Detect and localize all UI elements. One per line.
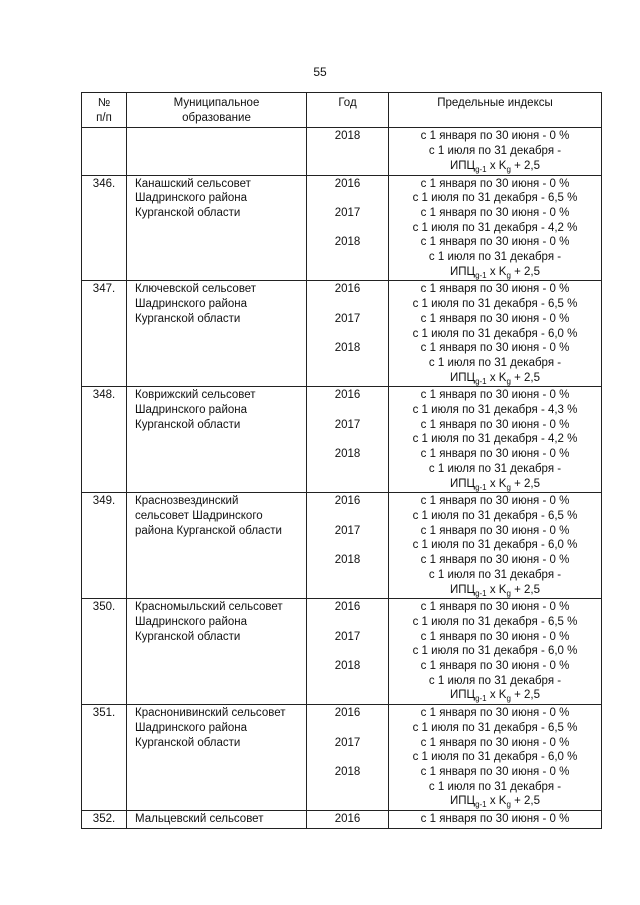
municipality-line: Шадринского района [135, 192, 248, 205]
year-cell: 2016 [307, 811, 389, 829]
continuation-row [82, 128, 602, 175]
index-line: с 1 июля по 31 декабря - [428, 568, 562, 581]
index-table [81, 92, 602, 829]
index-line: с 1 января по 30 июня - 0 % [420, 177, 570, 190]
index-line: с 1 июля по 31 декабря - 6,0 % [412, 327, 578, 340]
municipality-line: Ключевской сельсовет [135, 283, 257, 296]
table-row [82, 281, 602, 387]
formula-ipc: ИПЦ [450, 371, 476, 384]
header-number-line1: № [97, 97, 111, 109]
municipality-line: Красномыльский сельсовет [135, 601, 283, 614]
index-line: с 1 января по 30 июня - 0 % [420, 495, 570, 508]
formula-addend: + 2,5 [510, 265, 540, 278]
index-line: с 1 января по 30 июня - 0 % [420, 736, 570, 749]
index-formula [389, 583, 601, 598]
year-cell [307, 128, 389, 175]
municipality-line: Шадринского района [135, 404, 248, 417]
year-cell [307, 493, 389, 599]
formula-multiplier: x K [486, 795, 507, 808]
formula-addend: + 2,5 [510, 689, 540, 702]
row-number: 352. [82, 811, 127, 829]
municipality-line: Курганской области [135, 206, 241, 219]
year-value: 2018 [334, 448, 361, 461]
year-value: 2018 [334, 659, 361, 672]
formula-ipc-subscript: g-1 [475, 800, 487, 810]
row-number: 346. [82, 175, 127, 281]
index-line: с 1 июля по 31 декабря - 4,3 % [412, 404, 578, 417]
municipality-line: Краснозвездинский [135, 495, 239, 508]
index-line: с 1 января по 30 июня - 0 % [420, 601, 570, 614]
index-line: с 1 июля по 31 декабря - [428, 674, 562, 687]
formula-addend: + 2,5 [510, 795, 540, 808]
year-value: 2017 [334, 630, 361, 643]
index-line: с 1 июля по 31 декабря - [428, 356, 562, 369]
municipality-line: Курганской области [135, 418, 241, 431]
year-value: 2016 [334, 601, 361, 614]
index-formula [389, 688, 601, 703]
index-cell [389, 705, 602, 811]
year-value: 2018 [334, 342, 361, 355]
year-value: 2017 [334, 312, 361, 325]
index-line: с 1 июля по 31 декабря - 6,0 % [412, 645, 578, 658]
header-municipality [127, 93, 307, 128]
year-cell [307, 387, 389, 493]
formula-k-subscript: g [506, 800, 511, 810]
formula-ipc-subscript: g-1 [475, 482, 487, 492]
index-line: с 1 июля по 31 декабря - 6,5 % [412, 192, 578, 205]
municipality-line: сельсовет Шадринского [135, 509, 263, 522]
formula-ipc: ИПЦ [450, 159, 476, 172]
municipality-cell [127, 281, 307, 387]
index-cell [389, 128, 602, 175]
index-line: с 1 июля по 31 декабря - 6,5 % [412, 721, 578, 734]
year-value: 2017 [334, 736, 361, 749]
table-row [82, 599, 602, 705]
index-line: с 1 июля по 31 декабря - 4,2 % [412, 221, 578, 234]
page-number: 55 [313, 65, 327, 79]
formula-multiplier: x K [486, 159, 507, 172]
formula-addend: + 2,5 [510, 371, 540, 384]
index-line: с 1 января по 30 июня - 0 % [420, 524, 570, 537]
row-number: 350. [82, 599, 127, 705]
year-value: 2017 [334, 206, 361, 219]
index-line: с 1 января по 30 июня - 0 % [420, 236, 570, 249]
year-value: 2016 [334, 495, 361, 508]
year-cell [307, 281, 389, 387]
formula-ipc-subscript: g-1 [475, 588, 487, 598]
index-line: с 1 января по 30 июня - 0 % [420, 312, 570, 325]
formula-multiplier: x K [486, 265, 507, 278]
municipality-cell: Мальцевский сельсовет [127, 811, 307, 829]
header-number-line2: п/п [96, 111, 112, 124]
formula-k-subscript: g [506, 482, 511, 492]
year-cell [307, 705, 389, 811]
year-value: 2016 [334, 389, 361, 402]
table-row [82, 493, 602, 599]
year-cell [307, 175, 389, 281]
formula-k-subscript: g [506, 588, 511, 598]
formula-multiplier: x K [486, 583, 507, 596]
index-line: с 1 июля по 31 декабря - 6,5 % [412, 615, 578, 628]
table-row [82, 175, 602, 281]
index-line: с 1 января по 30 июня - 0 % [420, 418, 570, 431]
index-line: с 1 января по 30 июня - 0 % [420, 448, 570, 461]
index-line: с 1 января по 30 июня - 0 % [420, 660, 570, 673]
formula-ipc: ИПЦ [450, 265, 476, 278]
municipality-line: района Курганской области [135, 524, 282, 537]
municipality-line: Курганской области [135, 312, 241, 325]
formula-ipc-subscript: g-1 [475, 270, 487, 280]
index-formula [389, 477, 601, 492]
year-value: 2017 [334, 524, 361, 537]
index-line: с 1 января по 30 июня - 0 % [420, 765, 570, 778]
formula-ipc: ИПЦ [450, 583, 476, 596]
index-cell: с 1 января по 30 июня - 0 % [389, 811, 602, 829]
formula-ipc-subscript: g-1 [475, 376, 487, 386]
formula-addend: + 2,5 [510, 477, 540, 490]
municipality-cell [127, 387, 307, 493]
index-formula [389, 794, 601, 809]
index-line: с 1 июля по 31 декабря - 6,5 % [412, 298, 578, 311]
year-value: 2016 [334, 177, 361, 190]
index-line: с 1 июля по 31 декабря - [428, 145, 562, 158]
row-number: 349. [82, 493, 127, 599]
formula-ipc-subscript: g-1 [475, 164, 487, 174]
formula-k-subscript: g [506, 164, 511, 174]
formula-k-subscript: g [506, 694, 511, 704]
header-municipality-line2: образование [182, 111, 251, 124]
formula-k-subscript: g [506, 376, 511, 386]
index-line: с 1 января по 30 июня - 0 % [420, 630, 570, 643]
municipality-cell [127, 128, 307, 175]
municipality-cell [127, 705, 307, 811]
index-cell [389, 281, 602, 387]
table-row [82, 705, 602, 811]
index-line: с 1 июля по 31 декабря - 6,0 % [412, 751, 578, 764]
municipality-line: Шадринского района [135, 615, 248, 628]
year-value: 2016 [334, 707, 361, 720]
year-value: 2018 [334, 236, 361, 249]
index-formula [389, 159, 601, 174]
index-cell [389, 493, 602, 599]
year-value: 2018 [334, 765, 361, 778]
index-line: с 1 июля по 31 декабря - [428, 462, 562, 475]
municipality-line: Курганской области [135, 630, 241, 643]
year-value: 2018 [334, 130, 361, 143]
header-year: Год [307, 93, 389, 128]
municipality-cell [127, 599, 307, 705]
formula-addend: + 2,5 [510, 159, 540, 172]
formula-ipc: ИПЦ [450, 689, 476, 702]
index-formula [389, 371, 601, 386]
year-value: 2016 [334, 283, 361, 296]
row-number [82, 128, 127, 175]
municipality-cell [127, 175, 307, 281]
municipality-line: Коврижский сельсовет [135, 389, 256, 402]
index-cell [389, 387, 602, 493]
municipality-line: Краснонивинский сельсовет [135, 707, 286, 720]
municipality-line: Курганской области [135, 736, 241, 749]
year-cell [307, 599, 389, 705]
formula-multiplier: x K [486, 689, 507, 702]
municipality-line: Шадринского района [135, 298, 248, 311]
index-cell [389, 599, 602, 705]
table-row [82, 387, 602, 493]
formula-multiplier: x K [486, 371, 507, 384]
row-number: 351. [82, 705, 127, 811]
index-line: с 1 января по 30 июня - 0 % [420, 206, 570, 219]
header-number [82, 93, 127, 128]
index-line: с 1 января по 30 июня - 0 % [420, 283, 570, 296]
index-line: с 1 июля по 31 декабря - 6,5 % [412, 509, 578, 522]
index-line: с 1 июля по 31 декабря - 6,0 % [412, 539, 578, 552]
index-line: с 1 января по 30 июня - 0 % [420, 707, 570, 720]
formula-ipc-subscript: g-1 [475, 694, 487, 704]
year-value: 2018 [334, 554, 361, 567]
row-number: 347. [82, 281, 127, 387]
formula-multiplier: x K [486, 477, 507, 490]
formula-k-subscript: g [506, 270, 511, 280]
index-line: с 1 января по 30 июня - 0 % [420, 554, 570, 567]
formula-addend: + 2,5 [510, 583, 540, 596]
table-header-row [82, 93, 602, 128]
municipality-line: Шадринского района [135, 721, 248, 734]
index-line: с 1 января по 30 июня - 0 % [420, 342, 570, 355]
index-line: с 1 января по 30 июня - 0 % [420, 389, 570, 402]
index-cell [389, 175, 602, 281]
table-row [82, 811, 602, 829]
header-municipality-line1: Муниципальное [173, 97, 260, 109]
year-value: 2017 [334, 418, 361, 431]
row-number: 348. [82, 387, 127, 493]
municipality-cell [127, 493, 307, 599]
header-index: Предельные индексы [389, 93, 602, 128]
index-formula [389, 265, 601, 280]
municipality-line: Канашский сельсовет [135, 177, 251, 190]
index-line: с 1 июля по 31 декабря - [428, 780, 562, 793]
index-line: с 1 июля по 31 декабря - 4,2 % [412, 433, 578, 446]
index-line: с 1 июля по 31 декабря - [428, 251, 562, 264]
formula-ipc: ИПЦ [450, 477, 476, 490]
index-line: с 1 января по 30 июня - 0 % [420, 130, 570, 143]
formula-ipc: ИПЦ [450, 795, 476, 808]
